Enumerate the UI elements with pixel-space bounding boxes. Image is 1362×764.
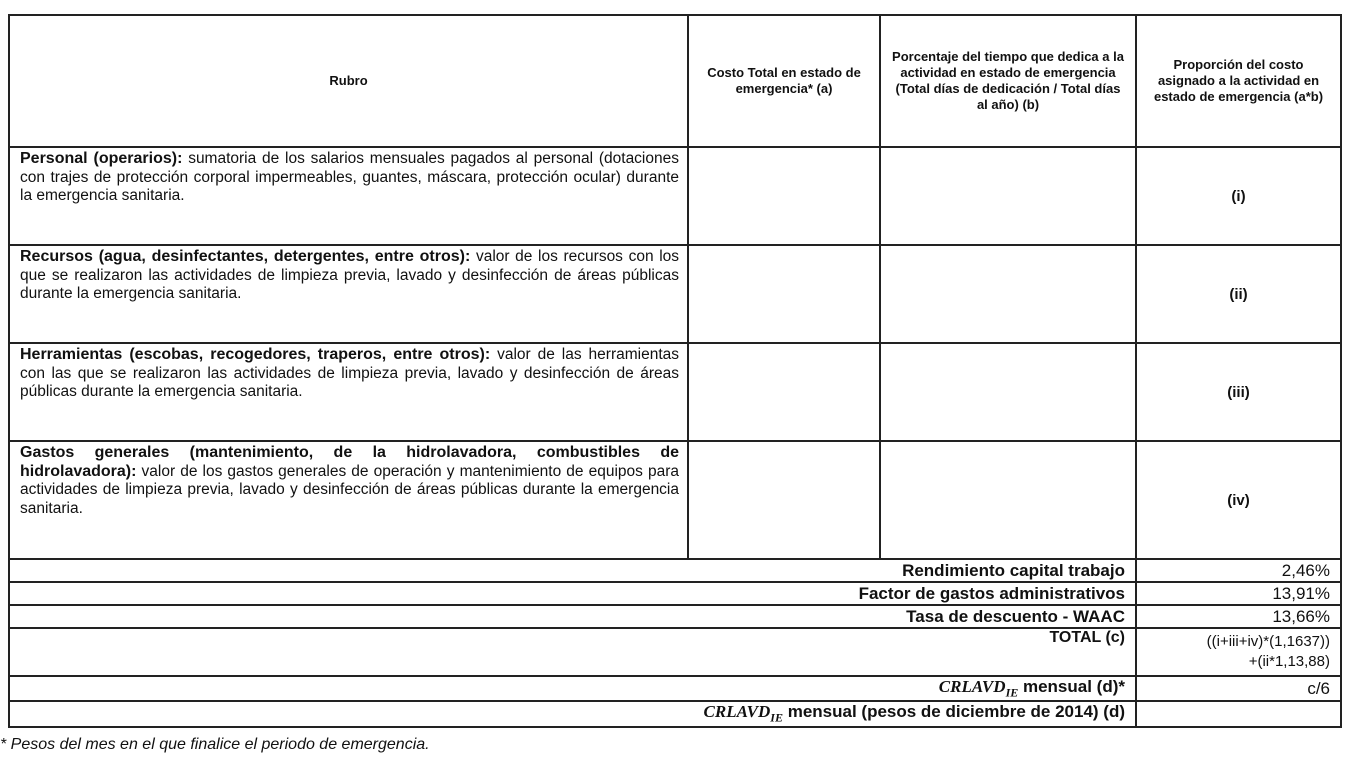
total-formula — [1136, 628, 1341, 676]
total-label: TOTAL (c) — [9, 628, 1136, 676]
header-rubro: Rubro — [9, 15, 688, 147]
table-row — [9, 147, 1341, 245]
total-row — [9, 628, 1341, 676]
proportion-code: (ii) — [1136, 245, 1341, 343]
summary-label: Rendimiento capital trabajo — [9, 559, 1136, 582]
crl-symbol — [703, 702, 783, 725]
summary-value: 13,91% — [1136, 582, 1341, 605]
crl-pesos-row — [9, 701, 1341, 726]
crl-monthly-value: c/6 — [1136, 676, 1341, 701]
crl-symbol-text: CRLAVD — [703, 702, 771, 722]
cost-table — [8, 14, 1342, 728]
summary-label: Factor de gastos administrativos — [9, 582, 1136, 605]
total-formula-line1: ((i+iii+iv)*(1,1637)) — [1206, 633, 1330, 650]
header-row — [9, 15, 1341, 147]
rubro-desc: valor de los gastos generales de operación y mantenimiento de equipos para actividades de limpieza previa, lavado y desinfección de áreas públicas durante la emergencia sanitaria. — [20, 462, 679, 517]
summary-row — [9, 605, 1341, 628]
cost-cell — [688, 441, 880, 559]
footnote: * Pesos del mes en el que finalice el periodo de emergencia. — [0, 736, 430, 753]
crl-pesos-text: mensual (pesos de diciembre de 2014) (d) — [782, 702, 1125, 722]
header-costo: Costo Total en estado de emergencia* (a) — [688, 15, 880, 147]
rubro-desc: sumatoria de los salarios mensuales pagados al personal (dotaciones con trajes de protección corporal impermeables, guantes, máscara, protección ocular) durante la emergencia sanitaria. — [20, 150, 679, 204]
proportion-code: (iv) — [1136, 441, 1341, 559]
rubro-title: Recursos (agua, desinfectantes, detergentes, entre otros): — [20, 248, 471, 265]
crl-subscript: IE — [770, 710, 783, 725]
crl-monthly-text: mensual (d)* — [1018, 677, 1125, 696]
crl-monthly-label — [9, 676, 1136, 701]
crl-pesos-value — [1136, 701, 1341, 726]
crl-pesos-label — [9, 701, 1136, 726]
header-porcentaje: Porcentaje del tiempo que dedica a la actividad en estado de emergencia (Total días de dedicación / Total días al año) (b) — [880, 15, 1136, 147]
summary-row — [9, 582, 1341, 605]
rubro-cell — [9, 343, 688, 441]
summary-row — [9, 559, 1341, 582]
percent-cell — [880, 343, 1136, 441]
table-row — [9, 441, 1341, 559]
proportion-code: (i) — [1136, 147, 1341, 245]
percent-cell — [880, 245, 1136, 343]
rubro-cell — [9, 147, 688, 245]
crl-symbol — [938, 677, 1019, 700]
rubro-title: Herramientas (escobas, recogedores, traperos, entre otros): — [20, 346, 491, 363]
total-formula-line2: +(ii*1,13,88) — [1248, 653, 1330, 670]
table-row — [9, 343, 1341, 441]
percent-cell — [880, 147, 1136, 245]
rubro-title: Personal (operarios): — [20, 150, 183, 167]
proportion-code: (iii) — [1136, 343, 1341, 441]
cost-cell — [688, 245, 880, 343]
header-proporcion: Proporción del costo asignado a la actividad en estado de emergencia (a*b) — [1136, 15, 1341, 147]
cost-cell — [688, 147, 880, 245]
rubro-desc: valor de los recursos con los que se realizaron las actividades de limpieza previa, lavado y desinfección de áreas públicas durante la emergencia sanitaria. — [20, 248, 680, 302]
crl-monthly-row — [9, 676, 1341, 701]
summary-value: 13,66% — [1136, 605, 1341, 628]
summary-value: 2,46% — [1136, 559, 1341, 582]
crl-subscript: IE — [1005, 685, 1019, 700]
percent-cell — [880, 441, 1136, 559]
cost-cell — [688, 343, 880, 441]
rubro-cell — [9, 245, 688, 343]
crl-symbol-text: CRLAVD — [938, 677, 1006, 696]
rubro-title: Gastos generales (mantenimiento, de la hidrolavadora, combustibles de hidrolavadora): — [20, 444, 679, 480]
rubro-cell — [9, 441, 688, 559]
summary-label: Tasa de descuento - WAAC — [9, 605, 1136, 628]
rubro-desc: valor de las herramientas con las que se realizaron las actividades de limpieza previa, lavado y desinfección de áreas públicas durante la emergencia sanitaria. — [20, 346, 680, 400]
table-row — [9, 245, 1341, 343]
